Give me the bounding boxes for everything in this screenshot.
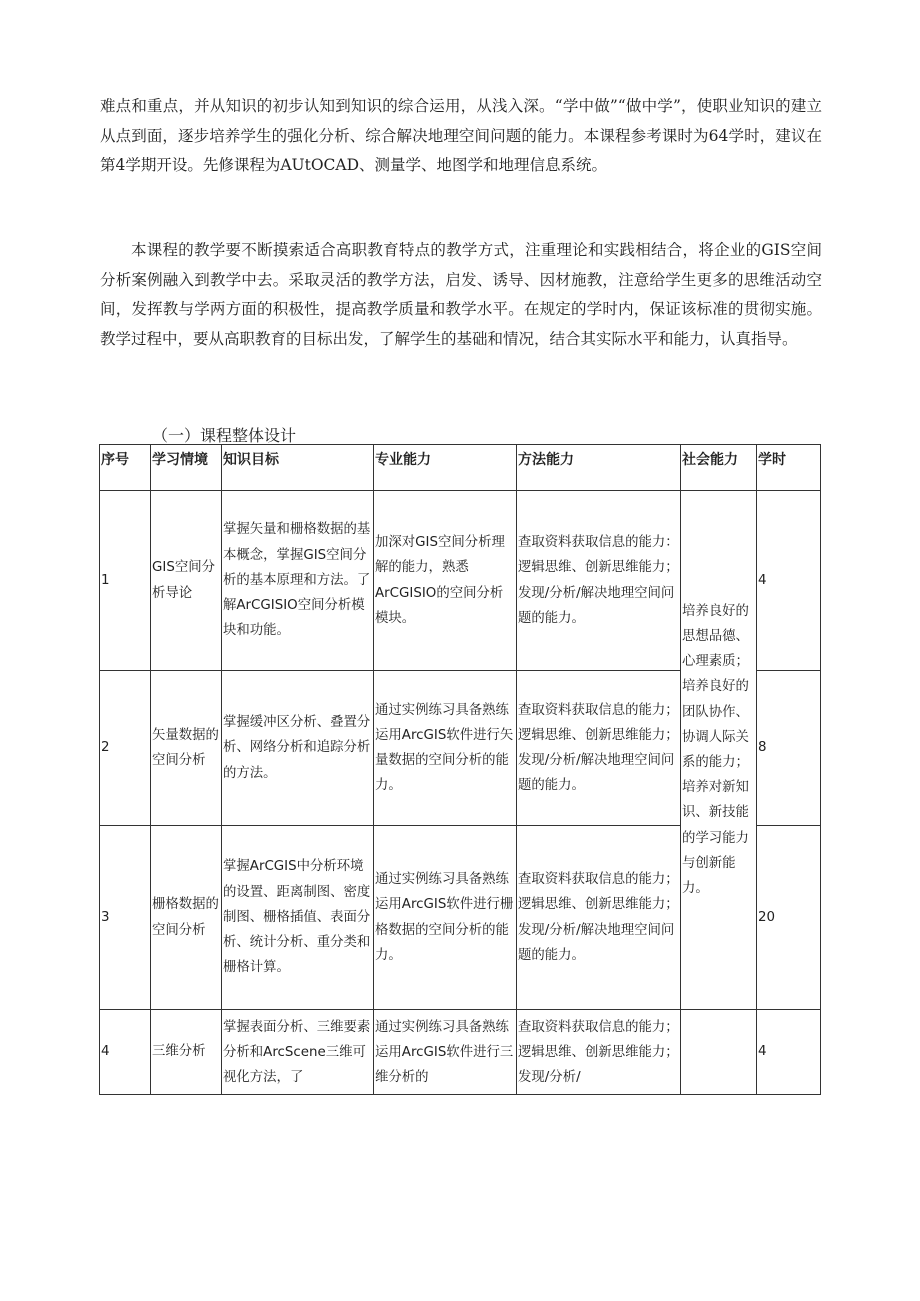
cell-knowledge: 掌握矢量和栅格数据的基本概念，掌握GIS空间分析的基本原理和方法。了解ArCGISIO空间分析模块和功能。 — [222, 491, 374, 671]
cell-situation: GIS空间分析导论 — [151, 491, 222, 671]
cell-professional: 通过实例练习具备熟练运用ArcGIS软件进行栅格数据的空间分析的能力。 — [374, 826, 517, 1010]
header-knowledge: 知识目标 — [222, 445, 374, 491]
cell-method: 查取资料获取信息的能力：逻辑思维、创新思维能力；发现/分析/解决地理空间问题的能力。 — [517, 491, 681, 671]
table-header-row — [100, 445, 821, 491]
header-professional: 专业能力 — [374, 445, 517, 491]
cell-situation: 三维分析 — [151, 1010, 222, 1095]
header-method: 方法能力 — [517, 445, 681, 491]
table-row — [100, 491, 821, 671]
cell-knowledge: 掌握ArCGIS中分析环境的设置、距离制图、密度制图、栅格插值、表面分析、统计分析、重分类和栅格计算。 — [222, 826, 374, 1010]
cell-knowledge: 掌握表面分析、三维要素分析和ArcScene三维可视化方法，了 — [222, 1010, 374, 1095]
table-row — [100, 1010, 821, 1095]
cell-no: 2 — [100, 671, 151, 826]
cell-hours: 8 — [757, 671, 821, 826]
header-no: 序号 — [100, 445, 151, 491]
cell-method: 查取资料获取信息的能力；逻辑思维、创新思维能力；发现/分析/解决地理空间问题的能力。 — [517, 826, 681, 1010]
cell-no: 3 — [100, 826, 151, 1010]
cell-professional: 通过实例练习具备熟练运用ArcGIS软件进行矢量数据的空间分析的能力。 — [374, 671, 517, 826]
body-paragraph-1: 难点和重点，并从知识的初步认知到知识的综合运用，从浅入深。“学中做”“做中学”，使职业知识的建立从点到面，逐步培养学生的强化分析、综合解决地理空间问题的能力。本课程参考课时为64学时，建议在第4学期开设。先修课程为AUtOCAD、测量学、地图学和地理信息系统。 — [100, 97, 822, 174]
cell-hours: 20 — [757, 826, 821, 1010]
header-situation: 学习情境 — [151, 445, 222, 491]
cell-social-empty — [681, 1010, 757, 1095]
cell-situation: 栅格数据的空间分析 — [151, 826, 222, 1010]
cell-hours: 4 — [757, 1010, 821, 1095]
cell-knowledge: 掌握缓冲区分析、叠置分析、网络分析和追踪分析的方法。 — [222, 671, 374, 826]
cell-hours: 4 — [757, 491, 821, 671]
header-social: 社会能力 — [681, 445, 757, 491]
cell-method: 查取资料获取信息的能力；逻辑思维、创新思维能力；发现/分析/解决地理空间问题的能力。 — [517, 671, 681, 826]
cell-method: 查取资料获取信息的能力；逻辑思维、创新思维能力；发现/分析/ — [517, 1010, 681, 1095]
cell-social: 培养良好的思想品德、心理素质；培养良好的团队协作、协调人际关系的能力；培养对新知识、新技能的学习能力与创新能力。 — [681, 491, 757, 1010]
cell-no: 1 — [100, 491, 151, 671]
cell-no: 4 — [100, 1010, 151, 1095]
cell-situation: 矢量数据的空间分析 — [151, 671, 222, 826]
cell-professional: 通过实例练习具备熟练运用ArcGIS软件进行三维分析的 — [374, 1010, 517, 1095]
body-paragraph-2: 本课程的教学要不断摸索适合高职教育特点的教学方式，注重理论和实践相结合，将企业的GIS空间分析案例融入到教学中去。采取灵活的教学方法，启发、诱导、因材施教，注意给学生更多的思维活动空间，发挥教与学两方面的积极性，提高教学质量和教学水平。在规定的学时内，保证该标准的贯彻实施。教学过程中，要从高职教育的目标出发，了解学生的基础和情况，结合其实际水平和能力，认真指导。 — [100, 241, 822, 348]
header-hours: 学时 — [757, 445, 821, 491]
course-design-table — [99, 444, 821, 1095]
section-heading: （一）课程整体设计 — [152, 426, 297, 445]
cell-professional: 加深对GIS空间分析理解的能力，熟悉ArCGISIO的空间分析模块。 — [374, 491, 517, 671]
